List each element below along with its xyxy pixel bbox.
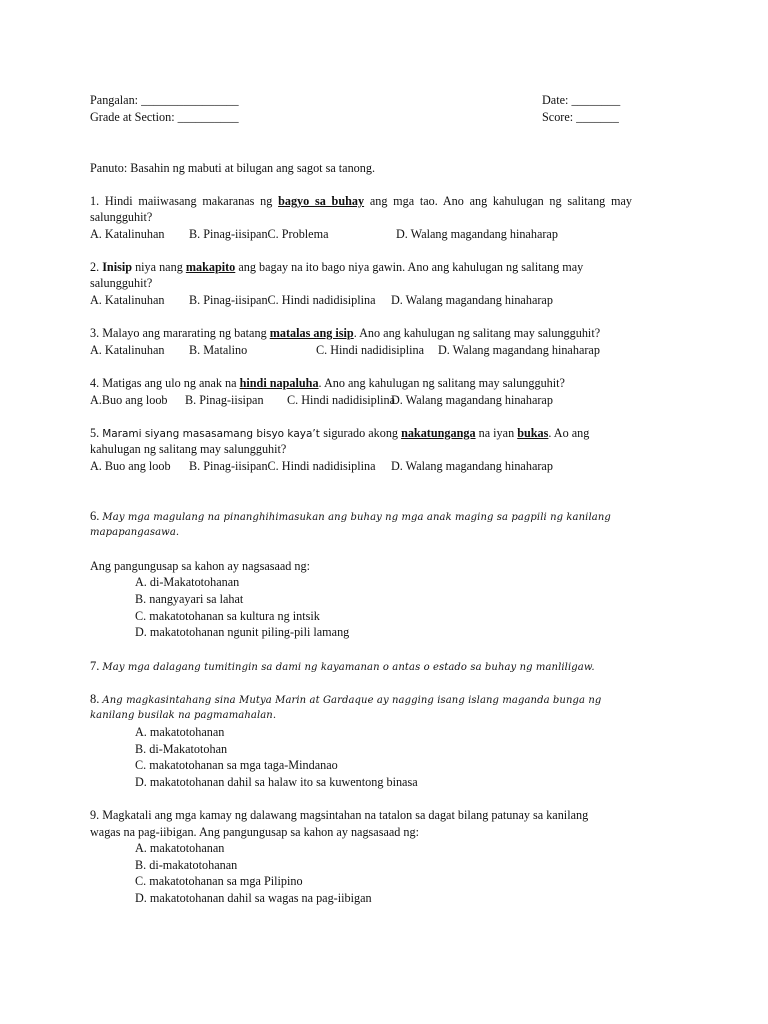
- question-6-choice-a: A. di-Makatotohanan: [135, 575, 240, 589]
- question-9-choice-c: C. makatotohanan sa mga Pilipino: [135, 874, 303, 888]
- question-1-choice-b-c: B. Pinag-iisipanC. Problema: [189, 227, 329, 241]
- question-1-choice-a: A. Katalinuhan: [90, 227, 165, 241]
- question-3-stem: 3. Malayo ang mararating ng batang matalas ang isip. Ano ang kahulugan ng salitang may salungguhit?: [90, 326, 601, 340]
- question-8-choice-a: A. makatotohanan: [135, 725, 225, 739]
- question-2-choice-d: D. Walang magandang hinaharap: [391, 293, 553, 307]
- question-7-stem: 7. May mga dalagang tumitingin sa dami ng kayamanan o antas o estado sa buhay ng manliligaw.: [90, 659, 595, 673]
- question-2-stem: 2. Inisip niya nang makapito ang bagay na ito bago niya gawin. Ano ang kahulugan ng salitang may: [90, 260, 584, 274]
- question-5-stem: 5. Marami siyang masasamang bisyo kaya’t sigurado akong nakatunganga na iyan bukas. Ao ang: [90, 426, 590, 440]
- question-4-key-phrase: hindi napaluha: [239, 376, 319, 390]
- question-6-choice-b: B. nangyayari sa lahat: [135, 592, 244, 606]
- question-5-key-phrase-1: nakatunganga: [401, 426, 476, 440]
- question-5-choice-a: A. Buo ang loob: [90, 459, 171, 473]
- date-field-label: Date: ________: [542, 93, 621, 107]
- question-3-choice-a: A. Katalinuhan: [90, 343, 165, 357]
- question-4-stem: 4. Matigas ang ulo ng anak na hindi napaluha. Ano ang kahulugan ng salitang may salungguhit?: [90, 376, 565, 390]
- question-3-key-phrase: matalas ang isip: [269, 326, 354, 340]
- question-1-stem: 1. Hindi maiiwasang makaranas ng bagyo sa buhay ang mga tao. Ano ang kahulugan ng salitang may: [90, 194, 632, 208]
- question-2-key-phrase: makapito: [185, 260, 236, 274]
- question-8-choice-b: B. di-Makatotohan: [135, 742, 228, 756]
- question-9-choice-a: A. makatotohanan: [135, 841, 225, 855]
- question-8-stem: 8. Ang magkasintahang sina Mutya Marin at Gardaque ay nagging isang islang maganda bunga ng: [90, 692, 602, 706]
- question-9-choice-b: B. di-makatotohanan: [135, 858, 238, 872]
- question-8-choice-d: D. makatotohanan dahil sa halaw ito sa kuwentong binasa: [135, 775, 418, 789]
- question-2-stem-cont: salungguhit?: [90, 276, 153, 290]
- question-5-choice-d: D. Walang magandang hinaharap: [391, 459, 553, 473]
- instruction: Panuto: Basahin ng mabuti at bilugan ang sagot sa tanong.: [90, 161, 376, 175]
- question-9-choice-d: D. makatotohanan dahil sa wagas na pag-iibigan: [135, 891, 372, 905]
- question-2-choice-b-c: B. Pinag-iisipanC. Hindi nadidisiplina: [189, 293, 376, 307]
- question-6-choice-d: D. makatotohanan ngunit piling-pili lamang: [135, 625, 350, 639]
- question-4-choice-b: B. Pinag-iisipan: [185, 393, 264, 407]
- question-5-key-phrase-2: bukas: [517, 426, 549, 440]
- question-6-choice-c: C. makatotohanan sa kultura ng intsik: [135, 609, 320, 623]
- question-3-choice-d: D. Walang magandang hinaharap: [438, 343, 600, 357]
- question-9-stem-cont: wagas na pag-iibigan. Ang pangungusap sa kahon ay nagsasaad ng:: [90, 825, 419, 839]
- question-3-choice-b: B. Matalino: [189, 343, 248, 357]
- question-6-stem-cont: mapapangasawa.: [90, 527, 180, 538]
- grade-section-field-label: Grade at Section: __________: [90, 110, 239, 124]
- question-5-stem-cont: kahulugan ng salitang may salungguhit?: [90, 442, 287, 456]
- question-8-stem-cont: kanilang busilak na pagmamahalan.: [90, 710, 277, 721]
- question-1-choice-d: D. Walang magandang hinaharap: [396, 227, 558, 241]
- question-2-choice-a: A. Katalinuhan: [90, 293, 165, 307]
- score-field-label: Score: _______: [542, 110, 619, 124]
- question-1-key-phrase: bagyo sa buhay: [278, 194, 365, 208]
- question-6-stem: 6. May mga magulang na pinanghihimasukan ang buhay ng mga anak maging sa pagpili ng kanilang: [90, 509, 611, 523]
- question-4-choice-c: C. Hindi nadidisiplina: [287, 393, 395, 407]
- question-3-choice-c: C. Hindi nadidisiplina: [316, 343, 424, 357]
- name-field-label: Pangalan: ________________: [90, 93, 239, 107]
- question-6-prompt: Ang pangungusap sa kahon ay nagsasaad ng:: [90, 559, 310, 573]
- question-8-choice-c: C. makatotohanan sa mga taga-Mindanao: [135, 758, 338, 772]
- question-4-choice-a: A.Buo ang loob: [90, 393, 168, 407]
- question-5-choice-b-c: B. Pinag-iisipanC. Hindi nadidisiplina: [189, 459, 376, 473]
- question-4-choice-d: D. Walang magandang hinaharap: [391, 393, 553, 407]
- question-1-stem-cont: salungguhit?: [90, 210, 153, 224]
- question-9-stem: 9. Magkatali ang mga kamay ng dalawang magsintahan na tatalon sa dagat bilang patunay sa kanilang: [90, 808, 589, 822]
